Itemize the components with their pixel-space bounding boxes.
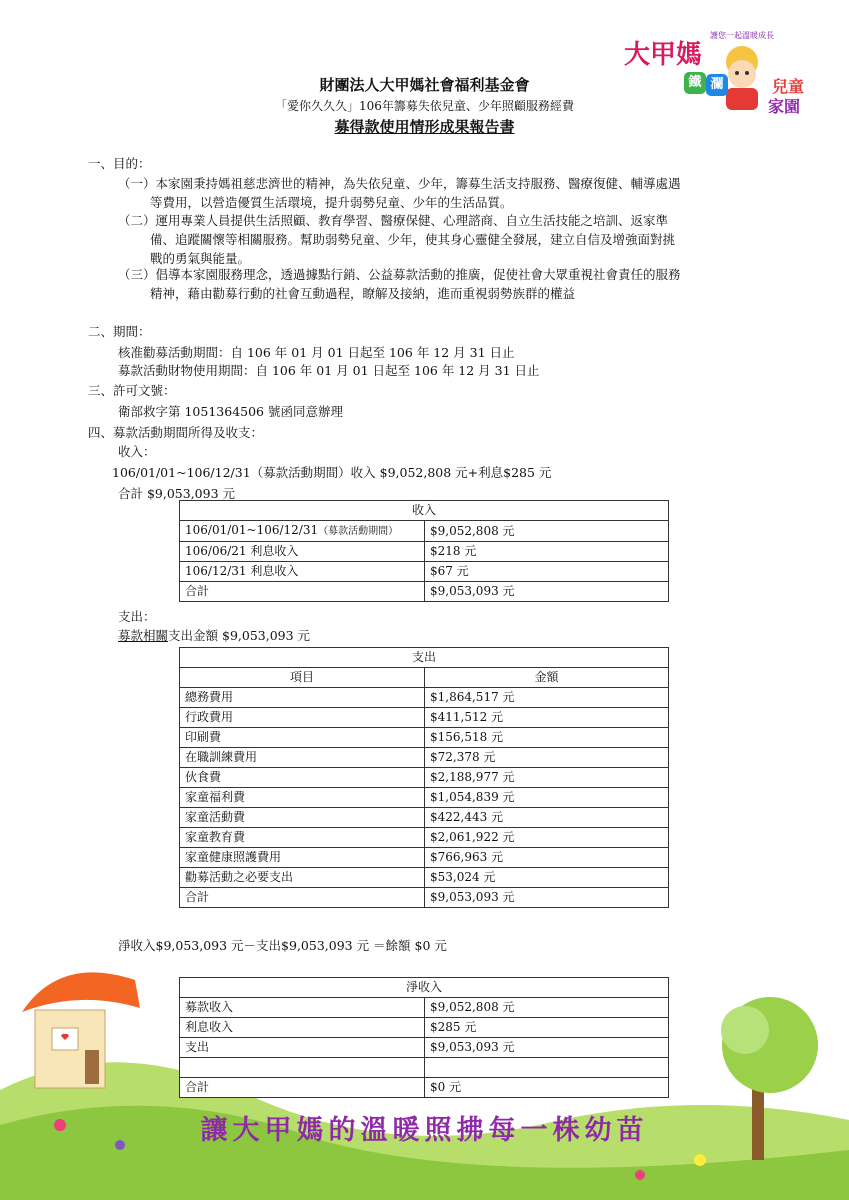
table-row bbox=[180, 728, 669, 748]
table-row bbox=[180, 888, 669, 908]
income-line: 106/01/01~106/12/31（募款活動期間）收入 $9,052,808 元+利息$285 元 bbox=[112, 465, 552, 480]
table-row bbox=[180, 848, 669, 868]
table-row bbox=[180, 978, 669, 998]
expense-label: 支出： bbox=[118, 609, 156, 624]
purpose-num: （一） bbox=[118, 176, 156, 191]
table-row bbox=[180, 542, 669, 562]
table-row bbox=[180, 1018, 669, 1038]
purpose-text: 精神，藉由勸募行動的社會互動過程，瞭解及接納，進而重視弱勢族群的權益 bbox=[150, 286, 576, 301]
table-cell-label: 家童教育費 bbox=[180, 828, 425, 848]
table-cell-amount: $1,054,839 元 bbox=[425, 788, 669, 808]
purpose-num: （三） bbox=[118, 267, 156, 282]
purpose-item-1 bbox=[118, 174, 768, 212]
table-row bbox=[180, 768, 669, 788]
logo-main-text: 大甲媽 bbox=[624, 40, 703, 70]
table-cell-label bbox=[180, 1058, 425, 1078]
table-row bbox=[180, 748, 669, 768]
expense-line bbox=[118, 627, 310, 645]
table-cell-label: 支出 bbox=[180, 1038, 425, 1058]
table-cell-label: 在職訓練費用 bbox=[180, 748, 425, 768]
purpose-text: 倡導本家園服務理念，透過據點行銷、公益募款活動的推廣，促使社會大眾重視社會責任的服務 bbox=[155, 267, 681, 282]
income-heading: 四、募款活動期間所得及收支： bbox=[88, 425, 264, 440]
permit-heading: 三、許可文號： bbox=[88, 383, 176, 398]
logo-text-c: 兒童 bbox=[772, 77, 805, 96]
table-cell-amount: $285 元 bbox=[425, 1018, 669, 1038]
table-cell-amount: $9,053,093 元 bbox=[425, 582, 669, 602]
logo-text-b: 瀾 bbox=[706, 74, 728, 96]
table-cell-amount: $411,512 元 bbox=[425, 708, 669, 728]
campaign-name: 「愛你久久久」106年籌募失依兒童、少年照顧服務經費 bbox=[275, 99, 574, 113]
table-cell-label: 行政費用 bbox=[180, 708, 425, 728]
income-label: 收入： bbox=[118, 444, 156, 459]
table-row bbox=[180, 1038, 669, 1058]
table-cell-amount: $766,963 元 bbox=[425, 848, 669, 868]
table-cell-label: 募款收入 bbox=[180, 998, 425, 1018]
table-cell-amount: $0 元 bbox=[425, 1078, 669, 1098]
table-cell-label: 合計 bbox=[180, 1078, 425, 1098]
table-row bbox=[180, 648, 669, 668]
logo-text-d: 家園 bbox=[768, 97, 801, 116]
purpose-text: 戰的勇氣與能量。 bbox=[150, 251, 251, 266]
table-cell-label: 家童活動費 bbox=[180, 808, 425, 828]
table-cell-label: 106/06/21 利息收入 bbox=[180, 542, 425, 562]
table-row bbox=[180, 562, 669, 582]
table-row bbox=[180, 1058, 669, 1078]
table-row bbox=[180, 668, 669, 688]
table-cell-amount: $9,052,808 元 bbox=[425, 521, 669, 542]
table-cell-label: 家童福利費 bbox=[180, 788, 425, 808]
table-row bbox=[180, 688, 669, 708]
logo-text-a: 鐵 bbox=[684, 72, 706, 94]
logo-tagline: 護您一起溫暖成長 bbox=[710, 31, 774, 40]
table-cell-amount: $9,052,808 元 bbox=[425, 998, 669, 1018]
purpose-item-2 bbox=[118, 211, 768, 268]
table-cell-label: 合計 bbox=[180, 582, 425, 602]
expense-table bbox=[179, 647, 669, 908]
row-note: （募款活動期間） bbox=[318, 526, 399, 537]
report-title bbox=[0, 116, 849, 137]
net-line: 淨收入$9,053,093 元－支出$9,053,093 元 ＝餘額 $0 元 bbox=[118, 938, 447, 953]
table-row bbox=[180, 521, 669, 542]
org-name: 財團法人大甲媽社會福利基金會 bbox=[319, 76, 530, 94]
table-cell-label: 伙食費 bbox=[180, 768, 425, 788]
income-table-title: 收入 bbox=[180, 501, 669, 521]
table-cell-amount: $53,024 元 bbox=[425, 868, 669, 888]
purpose-heading: 一、目的： bbox=[88, 156, 151, 171]
table-cell-label: 106/12/31 利息收入 bbox=[180, 562, 425, 582]
table-row bbox=[180, 582, 669, 602]
column-header-item: 項目 bbox=[180, 668, 425, 688]
table-row bbox=[180, 868, 669, 888]
table-cell-amount: $2,061,922 元 bbox=[425, 828, 669, 848]
table-cell-amount: $422,443 元 bbox=[425, 808, 669, 828]
table-row bbox=[180, 788, 669, 808]
table-cell-amount: $9,053,093 元 bbox=[425, 888, 669, 908]
table-row bbox=[180, 708, 669, 728]
table-cell-amount: $156,518 元 bbox=[425, 728, 669, 748]
purpose-text: 本家園秉持媽祖慈悲濟世的精神，為失依兒童、少年，籌募生活支持服務、醫療復健、輔導處遇 bbox=[155, 176, 681, 191]
column-header-amount: 金額 bbox=[425, 668, 669, 688]
permit-text: 衛部救字第 1051364506 號函同意辦理 bbox=[118, 404, 343, 419]
table-cell-label: 勸募活動之必要支出 bbox=[180, 868, 425, 888]
table-row bbox=[180, 828, 669, 848]
table-cell-amount: $72,378 元 bbox=[425, 748, 669, 768]
table-cell-amount: $1,864,517 元 bbox=[425, 688, 669, 708]
table-cell-label: 印刷費 bbox=[180, 728, 425, 748]
expense-table-title: 支出 bbox=[180, 648, 669, 668]
table-cell-amount: $218 元 bbox=[425, 542, 669, 562]
footer-slogan: 讓大甲媽的溫暖照拂每一株幼苗 bbox=[200, 1115, 649, 1146]
table-row bbox=[180, 998, 669, 1018]
purpose-num: （二） bbox=[118, 213, 156, 228]
table-cell-label: 利息收入 bbox=[180, 1018, 425, 1038]
net-table-title: 淨收入 bbox=[180, 978, 669, 998]
table-cell-label: 合計 bbox=[180, 888, 425, 908]
purpose-text: 等費用，以營造優質生活環境，提升弱勢兒童、少年的生活品質。 bbox=[150, 195, 513, 210]
table-cell-label: 家童健康照護費用 bbox=[180, 848, 425, 868]
table-row bbox=[180, 501, 669, 521]
table-cell-amount: $9,053,093 元 bbox=[425, 1038, 669, 1058]
table-cell-amount: $2,188,977 元 bbox=[425, 768, 669, 788]
income-table bbox=[179, 500, 669, 602]
purpose-item-3 bbox=[118, 265, 768, 303]
table-cell-amount: $67 元 bbox=[425, 562, 669, 582]
period-line: 募款活動財物使用期間：自 106 年 01 月 01 日起至 106 年 12 月 31 日止 bbox=[118, 363, 540, 378]
purpose-text: 運用專業人員提供生活照顧、教育學習、醫療保健、心理諮商、自立生活技能之培訓、返家準 bbox=[155, 213, 669, 228]
period-line: 核准勸募活動期間：自 106 年 01 月 01 日起至 106 年 12 月 31 日止 bbox=[118, 345, 515, 360]
table-row bbox=[180, 1078, 669, 1098]
income-total-line: 合計 $9,053,093 元 bbox=[118, 486, 236, 501]
report-title-text: 募得款使用情形成果報告書 bbox=[334, 118, 515, 136]
net-table bbox=[179, 977, 669, 1098]
row-label: 106/01/01~106/12/31 bbox=[185, 523, 319, 537]
table-cell-amount bbox=[425, 1058, 669, 1078]
period-heading: 二、期間： bbox=[88, 324, 151, 339]
expense-line-rest: 支出金額 $9,053,093 元 bbox=[168, 628, 311, 643]
purpose-text: 備、追蹤關懷等相關服務。幫助弱勢兒童、少年，使其身心靈健全發展，建立自信及增強面對挑 bbox=[150, 232, 676, 247]
table-cell-label bbox=[180, 521, 425, 542]
table-row bbox=[180, 808, 669, 828]
table-cell-label: 總務費用 bbox=[180, 688, 425, 708]
expense-line-prefix: 募款相關 bbox=[118, 628, 169, 643]
